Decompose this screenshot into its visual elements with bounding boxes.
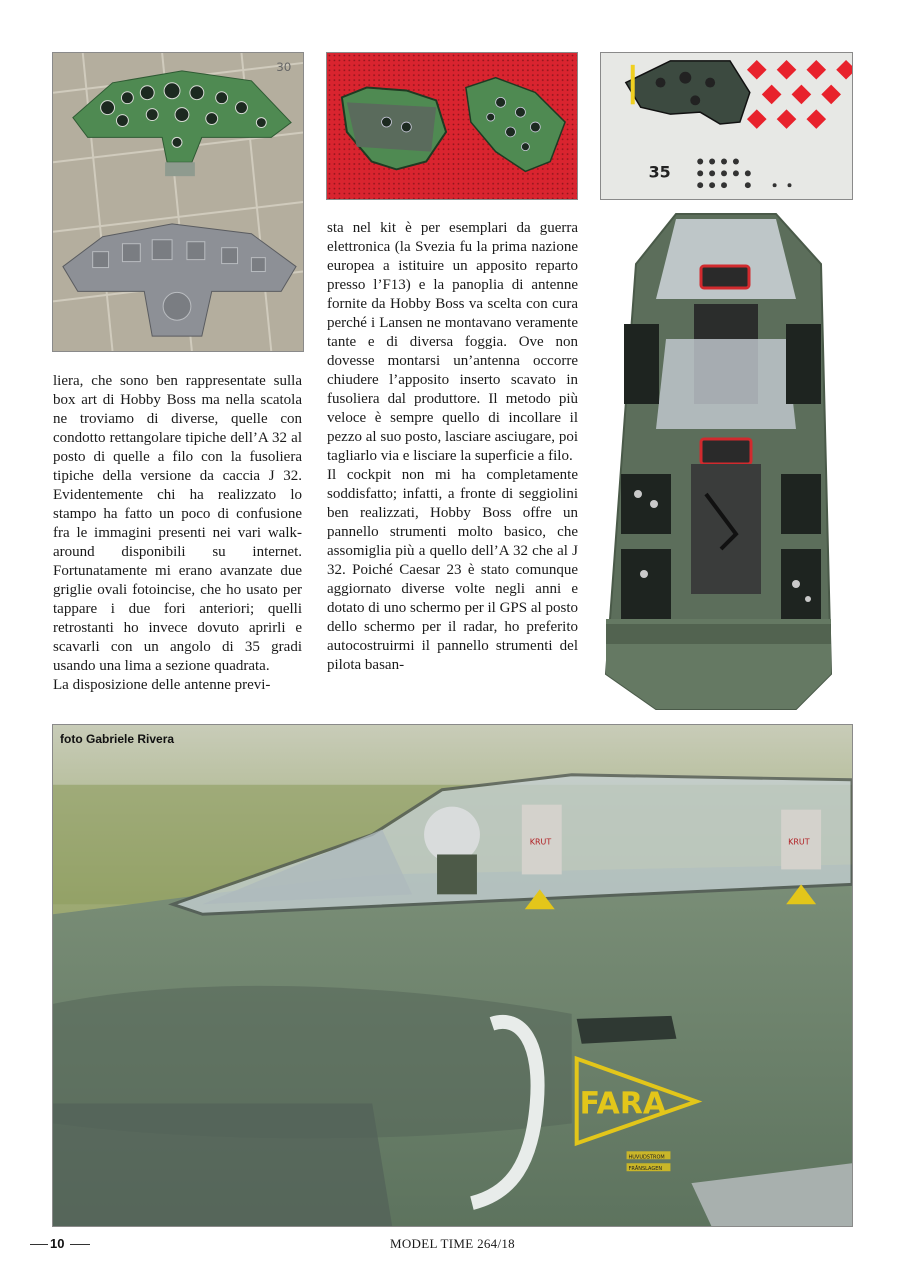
placard-text: FRÅNSLAGEN bbox=[628, 1166, 663, 1173]
photo-credit: foto Gabriele Rivera bbox=[60, 732, 175, 746]
paragraph: Il cockpit non mi ha completamente soddisfatto; infatti, a fronte di seggiolini ben realizzati, Hobby Boss offre un pannello strumenti molto basico, che assomiglia più a quello dell’A 32 che al J 32. Poiché Caesar 23 è stato comunque aggiornato diverse volte negli anni e dotato di uno schermo per il GPS al posto dello schermo per il radar, ho preferito autocostruirmi il pannello strumenti del pilota basan- bbox=[327, 467, 578, 673]
photo-instrument-panels-mat bbox=[52, 52, 304, 352]
fara-marking: FARA bbox=[579, 1086, 667, 1122]
photo-lansen-aircraft bbox=[52, 724, 853, 1227]
paragraph: liera, che sono ben rappresentate sulla box art di Hobby Boss ma nella scatola ne troviamo di diverse, quelle con condotto rettangolare tipiche dell’A 32 al posto di quelle a filo con la fusoliera tipiche della versione da caccia J 32. Evidentemente chi ha realizzato lo stampo ha fatto un poco di confusione fra le immagini presenti nei vari walk-around disponibili su internet. Fortunatamente mi erano avanzate due griglie ovali fotoincise, che ho usato per tappare i due fori anteriori; quelli retrostanti ho invece dovuto aprirli e scavarli con un angolo di 35 gradi usando una lima a sezione quadrata. bbox=[53, 373, 302, 674]
text-column-middle bbox=[327, 219, 578, 675]
seat-warning-text: KRUT bbox=[529, 837, 552, 847]
photo-cockpit-tub bbox=[596, 204, 856, 714]
photo-panels-red-mat bbox=[326, 52, 578, 200]
decal-number: 35 bbox=[648, 162, 671, 182]
svg-text:30: 30 bbox=[276, 59, 292, 74]
seat-warning-text: KRUT bbox=[788, 837, 810, 847]
placard-text: HUVUDSTROM bbox=[628, 1154, 665, 1161]
page-number: 10 bbox=[50, 1236, 65, 1251]
magazine-issue: MODEL TIME 264/18 bbox=[390, 1236, 515, 1251]
photo-panel-decal-sheet bbox=[600, 52, 853, 200]
paragraph: La disposizione delle antenne previ- bbox=[53, 677, 271, 693]
text-column-left bbox=[53, 372, 302, 695]
paragraph: sta nel kit è per esemplari da guerra elettronica (la Svezia fu la prima nazione europea a istituire un apposito reparto presso l’F13) e la panoplia di antenne fornite da Hobby Boss va scelta con cura perché i Lansen ne montavano veramente tante e di diversa foggia. Ove non dovesse montarsi un’antenna occorre chiudere l’apposito inserto scavato in fusoliera dal produttore. Il metodo più veloce è sempre quello di incollare il pezzo al suo posto, lasciare asciugare, poi tagliarlo via e lisciare la superficie a filo. bbox=[327, 220, 578, 464]
